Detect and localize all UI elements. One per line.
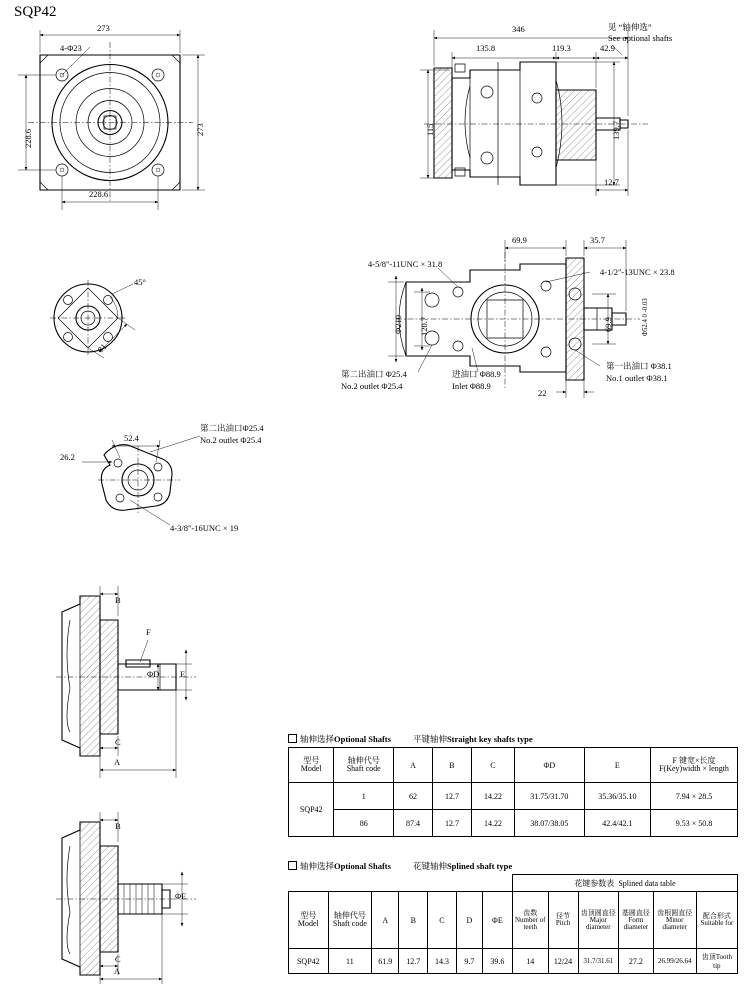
- dim-key-A: A: [114, 757, 121, 767]
- cell-E: 42.4/42.1: [584, 810, 650, 837]
- checkbox-optional-shafts-1[interactable]: [288, 734, 297, 743]
- dim-key-E: E: [180, 669, 186, 679]
- cap1-type-cn: 平键轴伸: [412, 734, 447, 744]
- h2-A: A: [372, 892, 399, 949]
- cap1-cn: 轴伸选择: [300, 734, 335, 744]
- table-header-row: [289, 748, 738, 783]
- dim-42-9: 42.9: [600, 43, 615, 53]
- page-title: SQP42: [14, 4, 57, 20]
- h2-code-en: Shaft code: [332, 919, 367, 928]
- view-outlet-flange: [82, 433, 200, 525]
- label-no2-outlet-cn: 第二出油口 Φ25.4: [341, 369, 407, 379]
- dim-spl-phiE: ΦE: [175, 891, 187, 901]
- h2-model-cn: 型号: [300, 911, 317, 920]
- cell-C: 14.22: [471, 783, 514, 810]
- cell-minor: 26.99/26.64: [653, 949, 696, 974]
- cell-code: 11: [328, 949, 371, 974]
- view-shaft-key: [56, 586, 196, 778]
- h1-F-cn: F 键宽×长度: [672, 756, 716, 765]
- table-row: [289, 810, 738, 837]
- h2-major-en: Major diameter: [586, 915, 611, 931]
- h1-B: B: [432, 748, 471, 783]
- dim-135-8: 135.8: [476, 43, 496, 53]
- h2-phiE: ΦE: [482, 892, 512, 949]
- h1-E: E: [584, 748, 650, 783]
- table-header-row: [289, 892, 738, 949]
- label-unc-23-8: 4-1/2"-13UNC × 23.8: [600, 267, 675, 277]
- h1-F-en: F(Key)width × length: [659, 764, 729, 773]
- dim-phi210: Φ210: [393, 315, 403, 334]
- cell-major: 31.7/31.61: [578, 949, 619, 974]
- dim-4phi23: 4-Φ23: [60, 43, 82, 53]
- note-optional-shafts-cn: 见 “轴伸选”: [608, 22, 652, 32]
- cell-B: 12.7: [432, 783, 471, 810]
- checkbox-optional-shafts-2[interactable]: [288, 861, 297, 870]
- label-no2-outlet-en: No.2 outlet Φ25.4: [341, 381, 403, 391]
- cell-form: 27.2: [619, 949, 654, 974]
- label-unc-31-8: 4-5/8"-11UNC × 31.8: [368, 259, 443, 269]
- table-row: [289, 783, 738, 810]
- cap2-cn: 轴伸选择: [300, 861, 335, 871]
- label-no1-outlet-cn: 第一出油口 Φ38.1: [606, 361, 672, 371]
- label-inlet-cn: 进油口 Φ88.9: [452, 369, 501, 379]
- cell-A: 87.4: [393, 810, 432, 837]
- dim-phi52-4-tol: Φ52.4 0 -0.03: [642, 298, 649, 336]
- label-unc-19: 4-3/8"-16UNC × 19: [170, 523, 239, 533]
- h2-minor-cn: 齿根圆直径: [657, 908, 693, 917]
- dim-35-7: 35.7: [590, 235, 605, 245]
- label-out-no2-en: No.2 outlet Φ25.4: [200, 435, 262, 445]
- table-spline-shafts: [288, 860, 738, 974]
- cell-suitable: 齿顶Tooth tip: [696, 949, 737, 974]
- cell-code: 86: [334, 810, 394, 837]
- dim-key-phiD: ΦD: [147, 669, 160, 679]
- cell-code: 1: [334, 783, 394, 810]
- label-no1-outlet-en: No.1 outlet Φ38.1: [606, 373, 668, 383]
- cell-C: 14.22: [471, 810, 514, 837]
- h1-model-en: Model: [300, 764, 322, 773]
- h2-major-cn: 齿顶圆直径: [580, 908, 616, 917]
- dim-26-2: 26.2: [60, 452, 75, 462]
- spline-shaft-table: [288, 874, 738, 974]
- view-front-flange: [18, 30, 205, 210]
- h1-model-cn: 型号: [303, 756, 320, 765]
- cell-phiD: 38.07/38.05: [514, 810, 584, 837]
- h2-form-en: Form diameter: [623, 915, 649, 931]
- h2-D: D: [456, 892, 482, 949]
- cap2-type-en: Splined shaft type: [446, 861, 513, 871]
- label-out-no2-cn: 第二出油口Φ25.4: [200, 423, 264, 433]
- table-spline-caption: [288, 860, 738, 872]
- h2-C: C: [428, 892, 457, 949]
- dim-69-9-top: 69.9: [512, 235, 527, 245]
- dim-115: 115: [425, 123, 435, 136]
- view-rear-flange: [50, 280, 135, 358]
- h1-code-en: Shaft code: [346, 764, 381, 773]
- dim-228-6-bottom: 228.6: [89, 189, 109, 199]
- dim-key-C: C: [115, 737, 121, 747]
- table-row: [289, 949, 738, 974]
- dim-12-7: 12.7: [604, 177, 619, 187]
- cell-B: 12.7: [432, 810, 471, 837]
- dim-273-top: 273: [97, 23, 110, 33]
- dim-119-3: 119.3: [552, 43, 571, 53]
- dim-273-right: 273: [195, 123, 205, 136]
- cell-B: 12.7: [399, 949, 428, 974]
- h2-B: B: [399, 892, 428, 949]
- h2-form-cn: 基圆直径: [621, 908, 650, 917]
- dim-139-7: 139.7: [611, 120, 621, 140]
- table-group-header-row: [289, 875, 738, 892]
- cell-model: SQP42: [289, 949, 329, 974]
- dim-228-6-left: 228.6: [23, 128, 33, 148]
- dim-45deg: 45°: [134, 277, 146, 287]
- cell-C: 14.3: [428, 949, 457, 974]
- h1-A: A: [393, 748, 432, 783]
- h1-phiD: ΦD: [514, 748, 584, 783]
- cell-model: SQP42: [289, 783, 334, 837]
- cap1-en: Optional Shafts: [334, 734, 391, 744]
- dim-52-4: 52.4: [124, 433, 139, 443]
- h1-code-cn: 轴伸代号: [347, 756, 380, 765]
- cell-teeth: 14: [512, 949, 548, 974]
- table-straight-caption: [288, 733, 738, 745]
- h2-suit-en: Suitable for: [700, 919, 734, 927]
- cap2-en: Optional Shafts: [334, 861, 391, 871]
- h2-model-en: Model: [297, 919, 319, 928]
- cell-F: 9.53 × 50.8: [651, 810, 738, 837]
- h1-C: C: [471, 748, 514, 783]
- dim-spl-C: C: [115, 954, 121, 964]
- dim-346: 346: [512, 24, 525, 34]
- h2-group-cn: 花键参数表: [574, 878, 615, 888]
- cell-A: 62: [393, 783, 432, 810]
- cell-phiD: 31.75/31.70: [514, 783, 584, 810]
- view-side-assembly: [420, 30, 648, 196]
- dim-120-7: 120.7: [419, 316, 429, 336]
- dim-key-F: F: [146, 627, 151, 637]
- cell-A: 61.9: [372, 949, 399, 974]
- h2-minor-en: Minor diameter: [662, 915, 687, 931]
- h2-teeth-en: Number of teeth: [514, 915, 546, 931]
- table-straight-key-shafts: [288, 733, 738, 837]
- cap1-type-en: Straight key shafts type: [446, 734, 533, 744]
- cell-E: 35.36/35.10: [584, 783, 650, 810]
- h2-group-en: Splined data table: [618, 878, 676, 888]
- dim-22: 22: [538, 388, 547, 398]
- h2-teeth-cn: 齿数: [523, 908, 538, 917]
- dim-spl-A: A: [114, 966, 121, 976]
- h2-code-cn: 轴伸代号: [333, 911, 366, 920]
- dim-69-9-right: 69.9: [603, 317, 613, 332]
- h2-suit-cn: 配合形式: [702, 912, 731, 920]
- cell-phiE: 39.6: [482, 949, 512, 974]
- cell-D: 9.7: [456, 949, 482, 974]
- label-inlet-en: Inlet Φ88.9: [452, 381, 491, 391]
- straight-shaft-table: [288, 747, 738, 837]
- dim-key-B: B: [115, 595, 121, 605]
- h2-pitch-en: Pitch: [555, 919, 571, 927]
- dim-81: 81: [95, 341, 109, 355]
- cell-F: 7.94 × 28.5: [651, 783, 738, 810]
- cap2-type-cn: 花键轴伸: [412, 861, 447, 871]
- h2-pitch-cn: 径节: [556, 912, 571, 920]
- note-optional-shafts-en: See optional shafts: [608, 33, 673, 43]
- cell-pitch: 12/24: [548, 949, 578, 974]
- dim-spl-B: B: [115, 821, 121, 831]
